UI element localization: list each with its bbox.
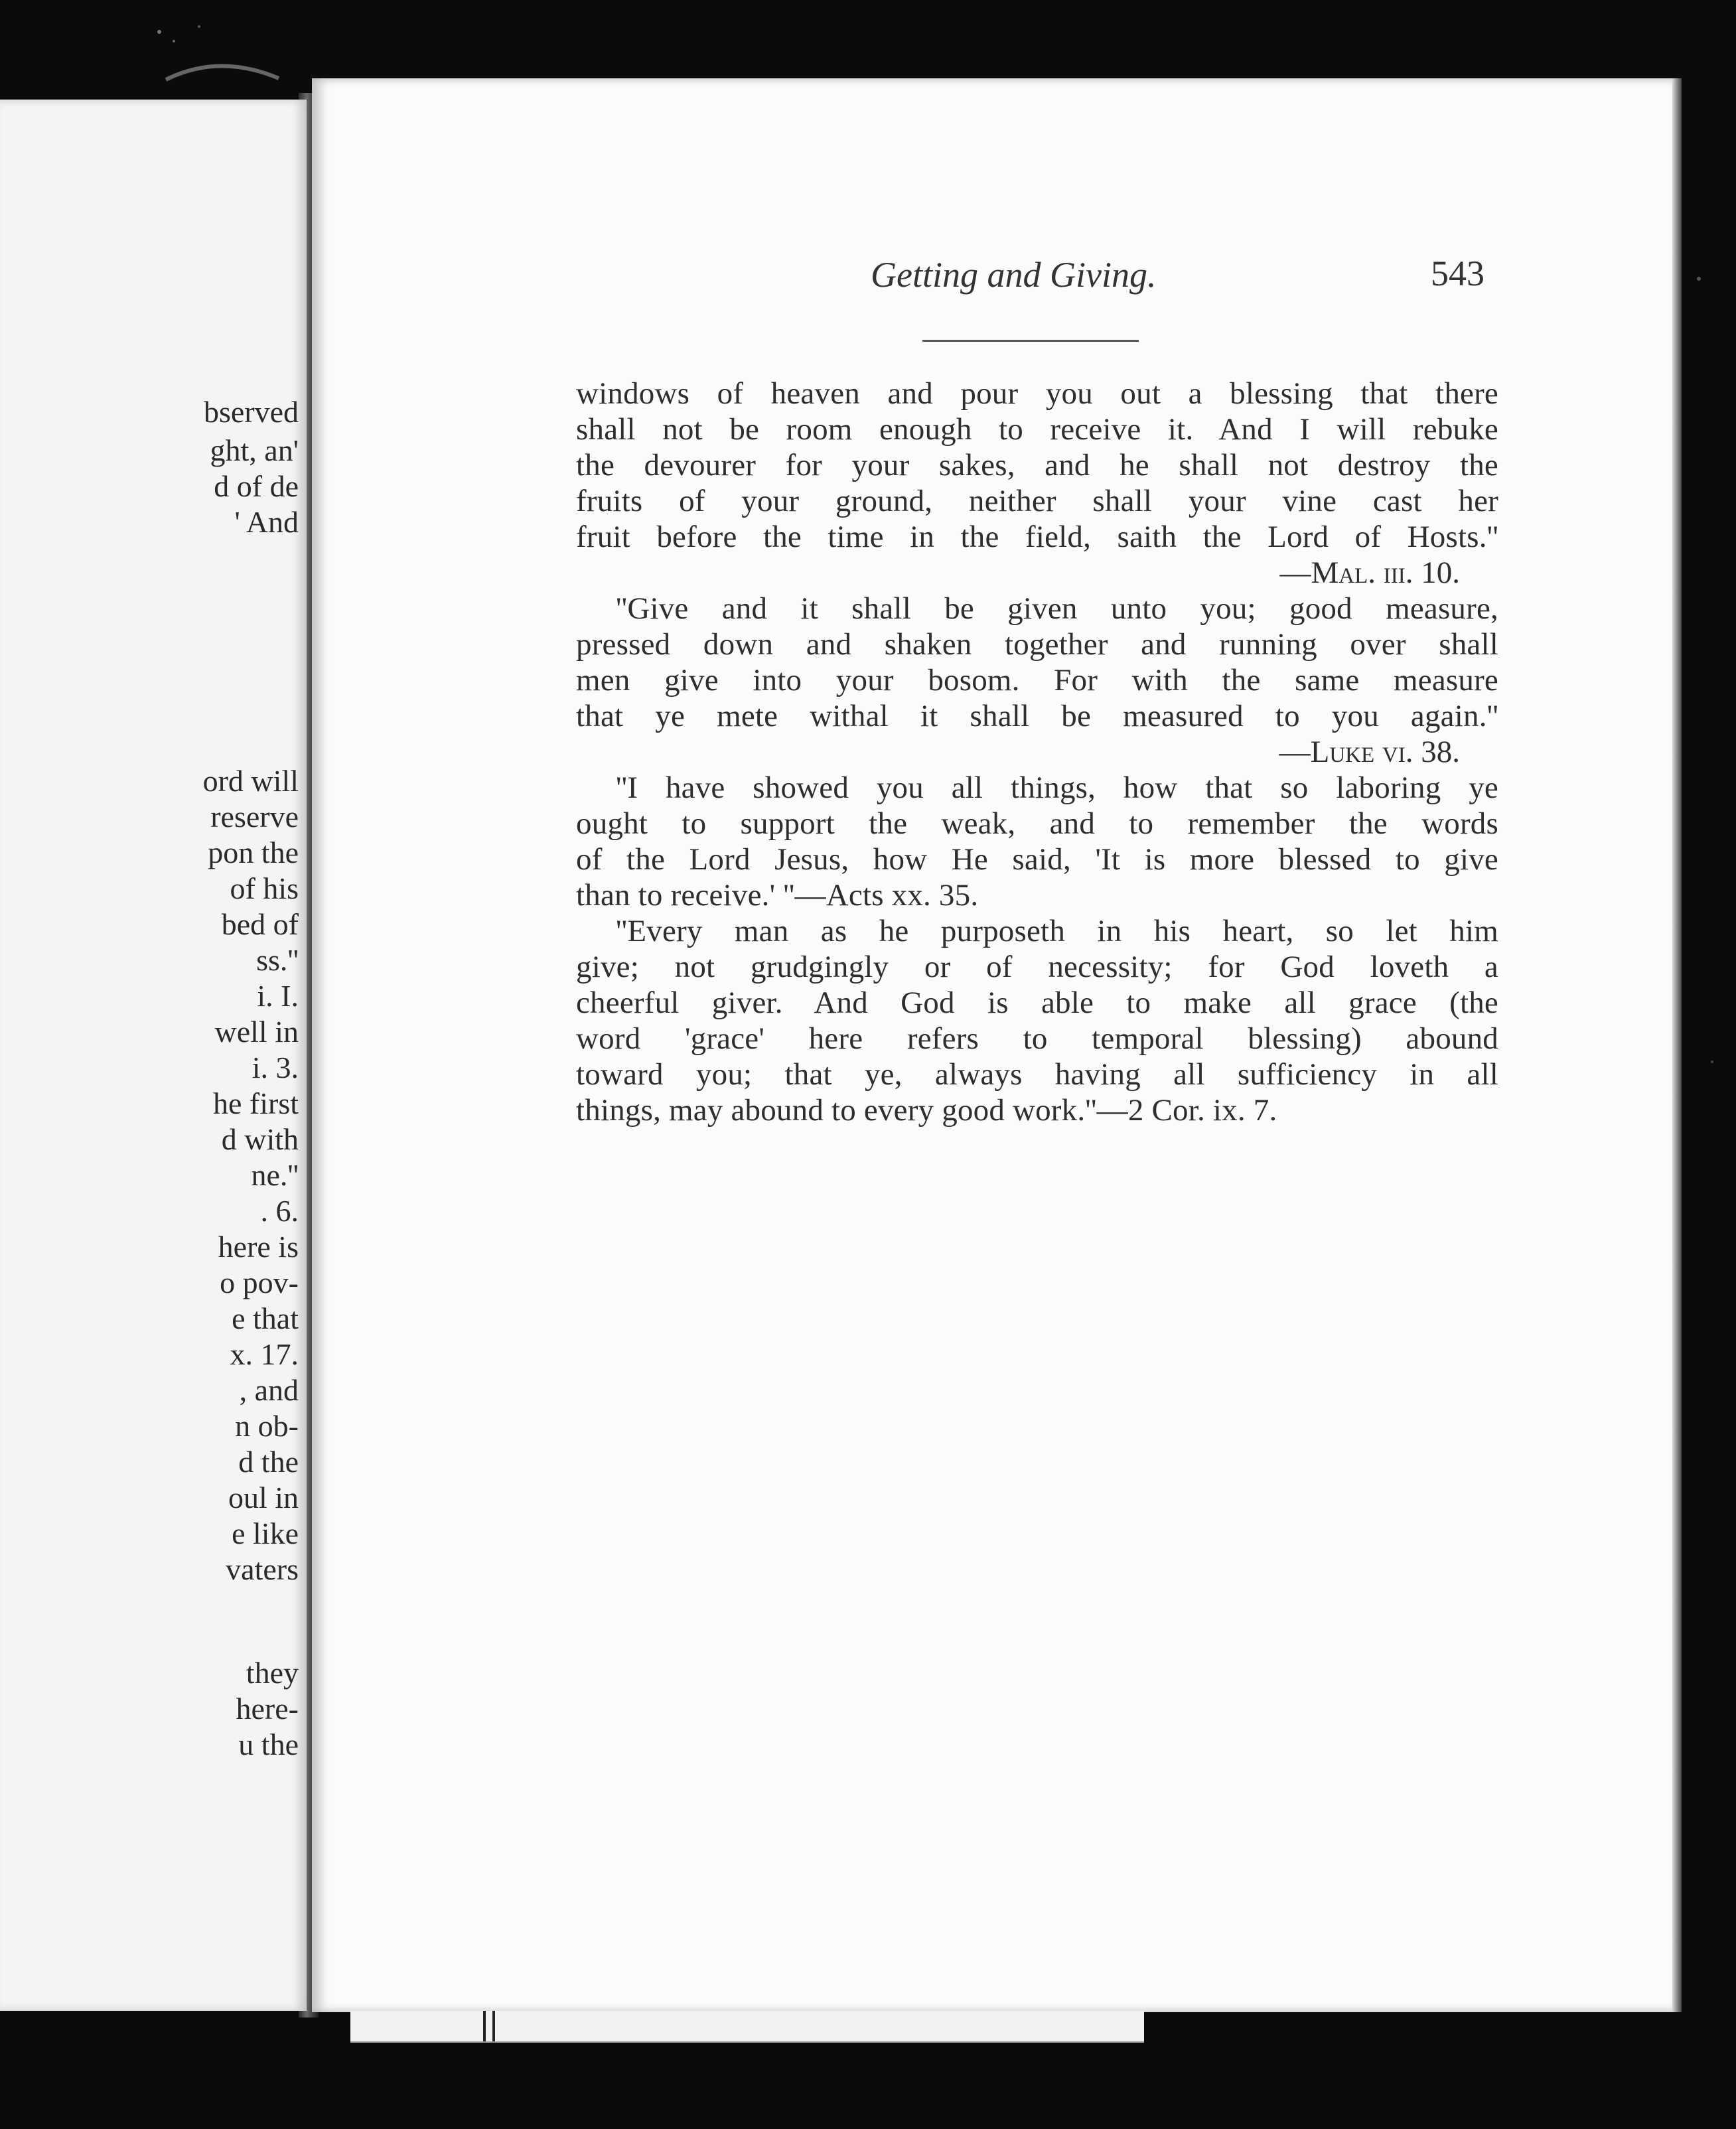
left-page-line: u the [238,1727,299,1761]
body-line: fruit before the time in the field, saith the Lord of Hosts.'' [576,520,1498,554]
body-line: windows of heaven and pour you out a blessing that there [576,376,1498,411]
left-page-line: x. 17. [230,1337,299,1371]
body-line: word 'grace' here refers to temporal blessing) abound [576,1021,1498,1056]
binding-rule [483,2011,486,2041]
left-page-line: e that [232,1301,299,1335]
body-line: than to receive.' ''—Acts xx. 35. [576,878,979,913]
left-page-line: , and [239,1373,299,1407]
left-page-line: ss.'' [256,943,299,977]
bottom-binding-strip [350,2011,1144,2043]
left-page-line: here is [218,1230,299,1264]
left-page-line: bed of [221,907,299,941]
running-head: Getting and Giving. [871,255,1157,295]
header-rule [922,340,1139,342]
left-page [0,100,307,2011]
left-page-line: bserved [203,395,299,429]
left-page-line: d of de [214,469,299,503]
left-page-line: d with [221,1122,299,1156]
left-page-line: . 6. [260,1194,299,1228]
left-page-line: i. I. [257,979,299,1013]
left-page-line: ght, an' [210,433,299,467]
left-page-line: of his [230,871,299,905]
left-page-line: well in [214,1015,299,1049]
left-page-line: d the [238,1445,299,1479]
body-line: the devourer for your sakes, and he shall not destroy the [576,448,1498,482]
page-edge [1672,78,1682,2012]
body-line: things, may abound to every good work.''—2 Cor. ix. 7. [576,1093,1277,1128]
left-page-line: reserve [210,800,299,834]
left-page-line: ne.'' [251,1158,299,1192]
body-line: pressed down and shaken together and running over shall [576,627,1498,662]
left-page-line: n ob- [235,1409,299,1443]
binding-rule [492,2011,495,2041]
left-page-line: pon the [208,836,299,869]
body-line: ought to support the weak, and to remember the words [576,806,1498,841]
body-line: ''Give and it shall be given unto you; good measure, [616,591,1498,626]
body-line: toward you; that ye, always having all sufficiency in all [576,1057,1498,1092]
scripture-citation: —Mal. iii. 10. [1279,555,1460,590]
body-line: fruits of your ground, neither shall your vine cast her [576,484,1498,518]
body-line: of the Lord Jesus, how He said, 'It is more blessed to give [576,842,1498,877]
body-line: ''Every man as he purposeth in his heart, so let him [616,914,1498,948]
page-body [576,376,1498,1128]
page-number: 543 [1431,254,1484,293]
body-line: that ye mete withal it shall be measured to you again.'' [576,699,1498,733]
left-page-line: here- [236,1692,299,1725]
left-page-line: he first [212,1086,299,1120]
left-page-line: vaters [226,1552,299,1586]
left-page-line: e like [232,1516,299,1550]
body-line: ''I have showed you all things, how that so laboring ye [616,771,1498,805]
body-line: give; not grudgingly or of necessity; for God loveth a [576,950,1498,984]
left-page-line: ord will [202,764,299,798]
left-page-line: ' And [234,505,299,539]
scripture-citation: —Luke vi. 38. [1279,735,1460,769]
left-page-line: o pov- [220,1266,299,1299]
body-line: cheerful giver. And God is able to make all grace (the [576,986,1498,1020]
body-line: men give into your bosom. For with the same measure [576,663,1498,697]
body-line: shall not be room enough to receive it. And I will rebuke [576,412,1498,447]
left-page-line: i. 3. [252,1051,299,1084]
left-page-line: they [246,1656,299,1690]
left-page-line: oul in [228,1481,299,1514]
